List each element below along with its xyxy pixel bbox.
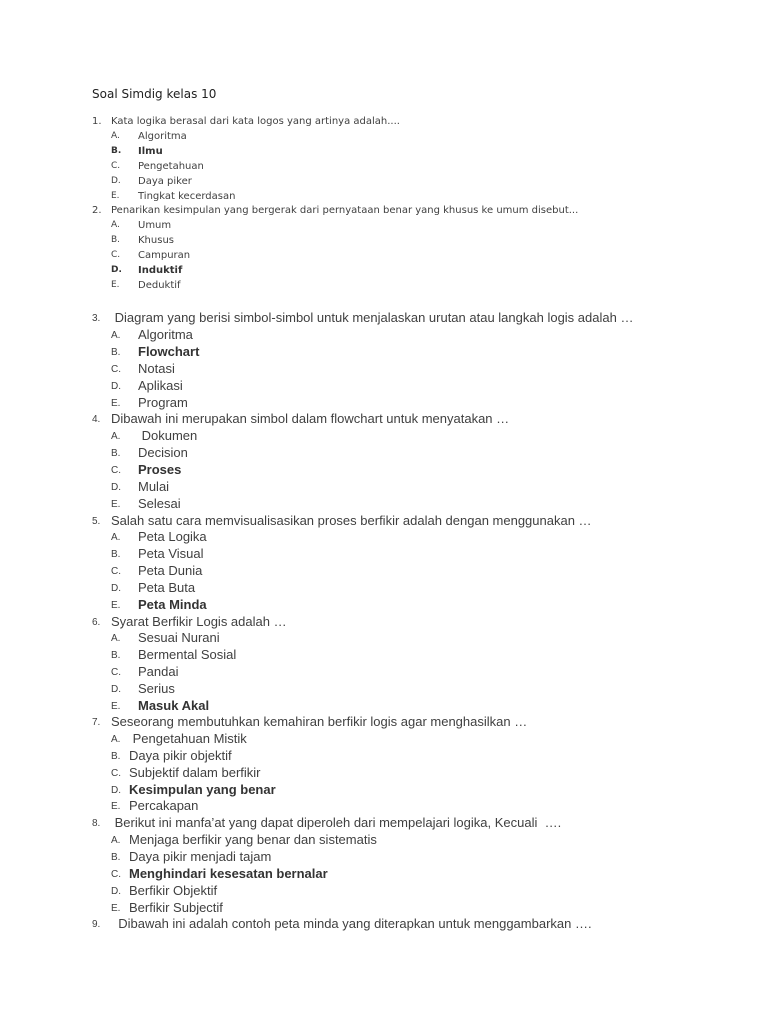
- option-text: Aplikasi: [138, 378, 183, 393]
- correct-answer-text: Flowchart: [138, 344, 200, 359]
- option-text: Peta Buta: [138, 580, 196, 595]
- option-letter: C.: [111, 869, 121, 880]
- option-letter: E.: [111, 280, 120, 290]
- correct-answer-text: Kesimpulan yang benar: [129, 782, 276, 797]
- option-text: Berfikir Subjectif: [129, 900, 223, 915]
- question-text: Dibawah ini adalah contoh peta minda yang diterapkan untuk menggambarkan ….: [111, 916, 592, 931]
- option-text: Tingkat kecerdasan: [138, 191, 236, 202]
- option-text: Pengetahuan Mistik: [129, 731, 247, 746]
- question-number: 6.: [92, 617, 101, 628]
- option-letter: C.: [111, 465, 121, 476]
- option-letter: A.: [111, 330, 121, 341]
- option-text: Sesuai Nurani: [138, 630, 220, 645]
- question-number: 9.: [92, 919, 101, 930]
- question-text: Dibawah ini merupakan simbol dalam flowchart untuk menyatakan …: [111, 411, 510, 426]
- option-letter: E.: [111, 191, 120, 201]
- option-text: Khusus: [138, 235, 174, 246]
- option-text: Peta Dunia: [138, 563, 203, 578]
- option-letter: C.: [111, 768, 121, 779]
- option-letter: E.: [111, 903, 121, 914]
- option-letter: B.: [111, 347, 121, 358]
- option-letter: E.: [111, 398, 121, 409]
- option-letter: A.: [111, 835, 121, 846]
- option-letter: C.: [111, 161, 121, 171]
- option-letter: B.: [111, 448, 121, 459]
- option-text: Bermental Sosial: [138, 647, 237, 662]
- option-letter: B.: [111, 751, 121, 762]
- option-text: Campuran: [138, 250, 191, 261]
- option-text: Program: [138, 395, 188, 410]
- correct-answer-text: Proses: [138, 462, 182, 477]
- option-text: Daya piker: [138, 176, 192, 187]
- option-letter: E.: [111, 600, 121, 611]
- question-number: 3.: [92, 313, 101, 324]
- option-text: Deduktif: [138, 280, 181, 291]
- option-text: Algoritma: [138, 327, 193, 342]
- option-letter: A.: [111, 131, 120, 141]
- question-number: 1.: [92, 116, 102, 127]
- option-text: Pandai: [138, 664, 179, 679]
- question-number: 2.: [92, 205, 102, 216]
- document-title: Soal Simdig kelas 10: [92, 87, 217, 101]
- option-text: Selesai: [138, 496, 181, 511]
- option-letter: D.: [111, 583, 121, 594]
- option-text: Mulai: [138, 479, 170, 494]
- question-text: Salah satu cara memvisualisasikan proses berfikir adalah dengan menggunakan …: [111, 513, 592, 528]
- option-text: Daya pikir objektif: [129, 748, 232, 763]
- option-text: Decision: [138, 445, 188, 460]
- question-text: Syarat Berfikir Logis adalah …: [111, 614, 287, 629]
- option-text: Subjektif dalam berfikir: [129, 765, 261, 780]
- option-letter: E.: [111, 701, 121, 712]
- option-letter: D.: [111, 265, 122, 275]
- option-text: Dokumen: [138, 428, 198, 443]
- option-letter: C.: [111, 364, 121, 375]
- question-number: 8.: [92, 818, 101, 829]
- question-number: 5.: [92, 516, 101, 527]
- question-number: 7.: [92, 717, 101, 728]
- option-text: Serius: [138, 681, 175, 696]
- option-text: Pengetahuan: [138, 161, 204, 172]
- option-letter: B.: [111, 549, 121, 560]
- question-text: Penarikan kesimpulan yang bergerak dari pernyataan benar yang khusus ke umum disebut...: [111, 205, 579, 216]
- option-letter: C.: [111, 566, 121, 577]
- option-letter: D.: [111, 176, 121, 186]
- option-text: Berfikir Objektif: [129, 883, 218, 898]
- option-text: Menjaga berfikir yang benar dan sistematis: [129, 832, 377, 847]
- question-text: Seseorang membutuhkan kemahiran berfikir logis agar menghasilkan …: [111, 714, 528, 729]
- option-text: Notasi: [138, 361, 175, 376]
- correct-answer-text: Ilmu: [138, 146, 163, 157]
- option-letter: B.: [111, 852, 121, 863]
- option-text: Daya pikir menjadi tajam: [129, 849, 272, 864]
- option-text: Algoritma: [138, 131, 187, 142]
- option-letter: C.: [111, 667, 121, 678]
- option-letter: E.: [111, 801, 121, 812]
- correct-answer-text: Masuk Akal: [138, 698, 210, 713]
- question-text: Kata logika berasal dari kata logos yang artinya adalah....: [111, 116, 400, 127]
- option-text: Percakapan: [129, 798, 199, 813]
- option-letter: D.: [111, 886, 121, 897]
- option-text: Peta Visual: [138, 546, 204, 561]
- option-text: Umum: [138, 220, 172, 231]
- correct-answer-text: Peta Minda: [138, 597, 207, 612]
- option-letter: A.: [111, 532, 121, 543]
- option-letter: A.: [111, 220, 120, 230]
- option-letter: E.: [111, 499, 121, 510]
- option-letter: B.: [111, 650, 121, 661]
- correct-answer-text: Induktif: [138, 265, 183, 276]
- option-letter: C.: [111, 250, 121, 260]
- option-letter: D.: [111, 785, 121, 796]
- option-letter: D.: [111, 381, 121, 392]
- correct-answer-text: Menghindari kesesatan bernalar: [129, 866, 328, 881]
- option-text: Peta Logika: [138, 529, 207, 544]
- option-letter: A.: [111, 431, 121, 442]
- option-letter: A.: [111, 734, 121, 745]
- question-number: 4.: [92, 414, 101, 425]
- option-letter: D.: [111, 684, 121, 695]
- option-letter: B.: [111, 235, 121, 245]
- option-letter: A.: [111, 633, 121, 644]
- question-text: Berikut ini manfa’at yang dapat diperoleh dari mempelajari logika, Kecuali ….: [111, 815, 562, 830]
- option-letter: D.: [111, 482, 121, 493]
- question-text: Diagram yang berisi simbol-simbol untuk menjalaskan urutan atau langkah logis adalah …: [111, 310, 634, 325]
- option-letter: B.: [111, 146, 122, 156]
